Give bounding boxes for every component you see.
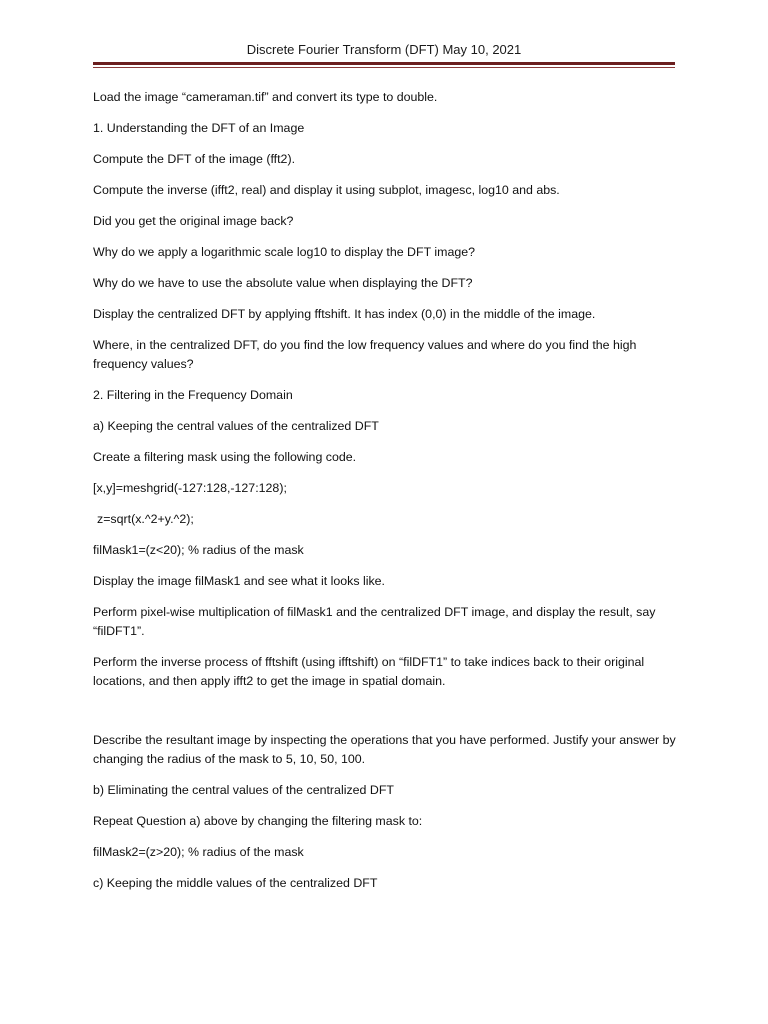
subsection-heading-c: c) Keeping the middle values of the centralized DFT (93, 876, 378, 890)
header-rule-thin (93, 67, 675, 68)
code-filmask2: filMask2=(z>20); % radius of the mask (93, 845, 304, 859)
paragraph-multiplication: Perform pixel-wise multiplication of filMask1 and the centralized DFT image, and display the result, say “filDFT1”. (93, 605, 656, 638)
code-meshgrid: [x,y]=meshgrid(-127:128,-127:128); (93, 481, 287, 495)
question-log-scale: Why do we apply a logarithmic scale log10 to display the DFT image? (93, 245, 476, 259)
section-heading-understanding-dft: 1. Understanding the DFT of an Image (93, 121, 305, 135)
paragraph-inverse-process: Perform the inverse process of fftshift (using ifftshift) on “filDFT1” to take indices back to their original locations, and then apply ifft2 to get the image in spatial domain. (93, 655, 645, 688)
paragraph-load-image: Load the image “cameraman.tif” and convert its type to double. (93, 90, 438, 104)
paragraph-describe-result: Describe the resultant image by inspecting the operations that you have performed. Justify your answer by changing the radius of the mask to 5, 10, 50, 100. (93, 733, 676, 766)
section-heading-filtering: 2. Filtering in the Frequency Domain (93, 388, 293, 402)
paragraph-create-mask: Create a filtering mask using the following code. (93, 450, 357, 464)
code-filmask1: filMask1=(z<20); % radius of the mask (93, 543, 304, 557)
code-sqrt: z=sqrt(x.^2+y.^2); (97, 512, 194, 526)
question-original-image: Did you get the original image back? (93, 214, 294, 228)
question-frequency-values: Where, in the centralized DFT, do you find the low frequency values and where do you find the high frequency values? (93, 338, 637, 371)
paragraph-compute-inverse: Compute the inverse (ifft2, real) and display it using subplot, imagesc, log10 and abs. (93, 183, 560, 197)
subsection-heading-a: a) Keeping the central values of the centralized DFT (93, 419, 379, 433)
page-header: Discrete Fourier Transform (DFT) May 10, 2021 (246, 42, 522, 57)
subsection-heading-b: b) Eliminating the central values of the centralized DFT (93, 783, 394, 797)
paragraph-display-mask: Display the image filMask1 and see what it looks like. (93, 574, 386, 588)
document-body (93, 88, 678, 905)
question-absolute-value: Why do we have to use the absolute value when displaying the DFT? (93, 276, 473, 290)
header-rule-thick (93, 62, 675, 65)
paragraph-repeat-question: Repeat Question a) above by changing the filtering mask to: (93, 814, 423, 828)
paragraph-centralized-dft: Display the centralized DFT by applying fftshift. It has index (0,0) in the middle of the image. (93, 307, 596, 321)
paragraph-compute-dft: Compute the DFT of the image (fft2). (93, 152, 296, 166)
